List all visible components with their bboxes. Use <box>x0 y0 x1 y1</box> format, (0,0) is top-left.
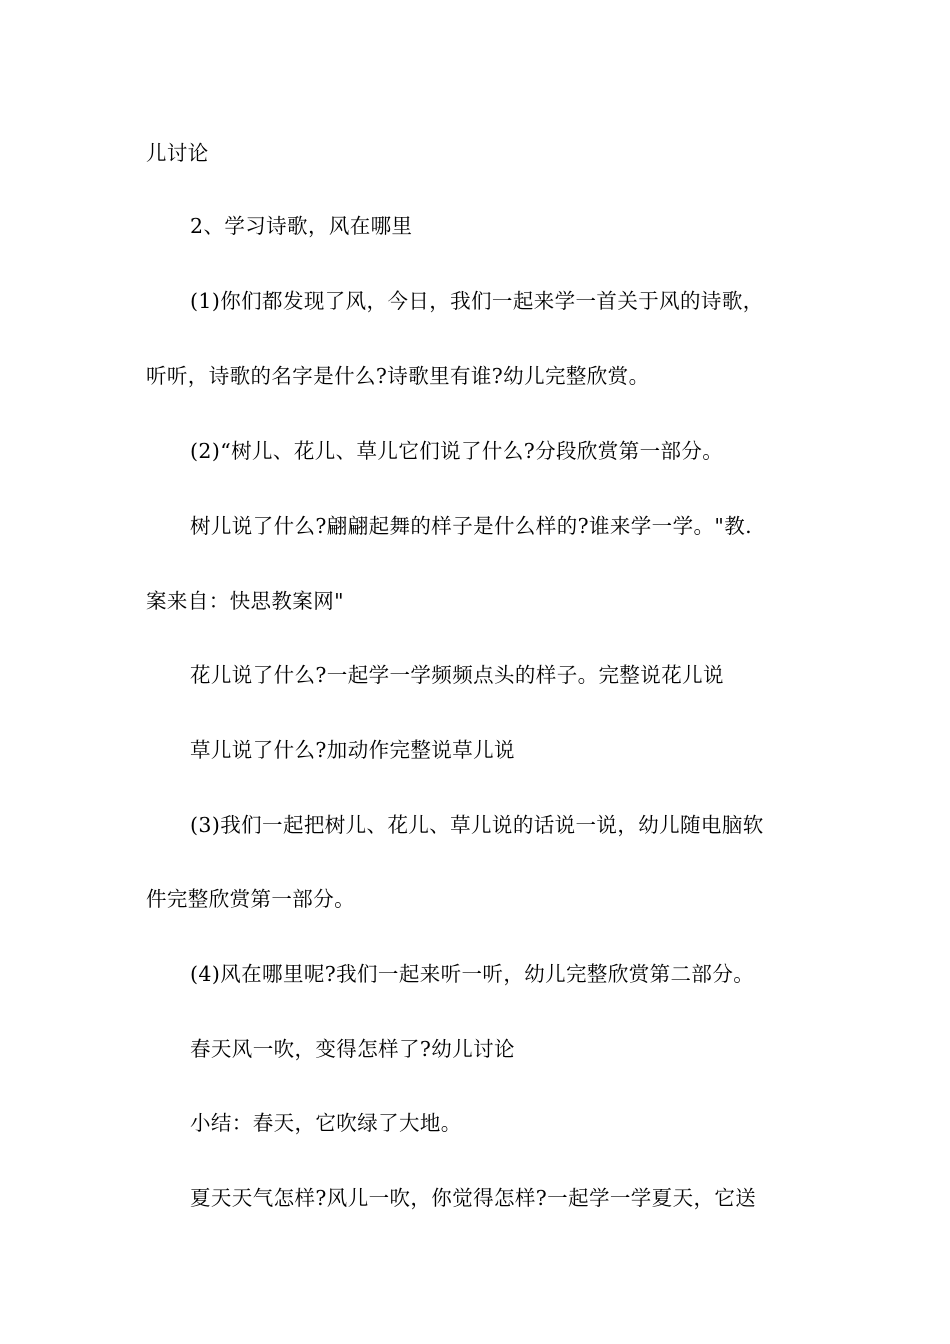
text-line-4: 听听，诗歌的名字是什么?诗歌里有谁?幼儿完整欣赏。 <box>146 364 650 388</box>
text-line-9: 草儿说了什么?加动作完整说草儿说 <box>190 738 515 762</box>
text-line-13: 春天风一吹，变得怎样了?幼儿讨论 <box>190 1037 515 1061</box>
text-line-3: (1)你们都发现了风，今日，我们一起来学一首关于风的诗歌， <box>190 289 764 313</box>
text-line-5: (2)“树儿、花儿、草儿它们说了什么?分段欣赏第一部分。 <box>190 439 724 463</box>
text-line-12: (4)风在哪里呢?我们一起来听一听，幼儿完整欣赏第二部分。 <box>190 962 755 986</box>
text-line-15: 夏天天气怎样?风儿一吹，你觉得怎样?一起学一学夏天，它送 <box>190 1186 757 1210</box>
text-line-1: 儿讨论 <box>146 141 209 165</box>
text-line-8: 花儿说了什么?一起学一学频频点头的样子。完整说花儿说 <box>190 663 724 687</box>
text-line-10: (3)我们一起把树儿、花儿、草儿说的话说一说，幼儿随电脑软 <box>190 813 764 837</box>
text-line-14: 小结：春天，它吹绿了大地。 <box>190 1111 462 1135</box>
section-heading: 2、学习诗歌，风在哪里 <box>190 214 413 238</box>
text-line-7: 案来自：快思教案网" <box>146 589 344 613</box>
text-line-6: 树儿说了什么?翩翩起舞的样子是什么样的?谁来学一学。"教. <box>190 514 753 538</box>
text-line-11: 件完整欣赏第一部分。 <box>146 887 355 911</box>
